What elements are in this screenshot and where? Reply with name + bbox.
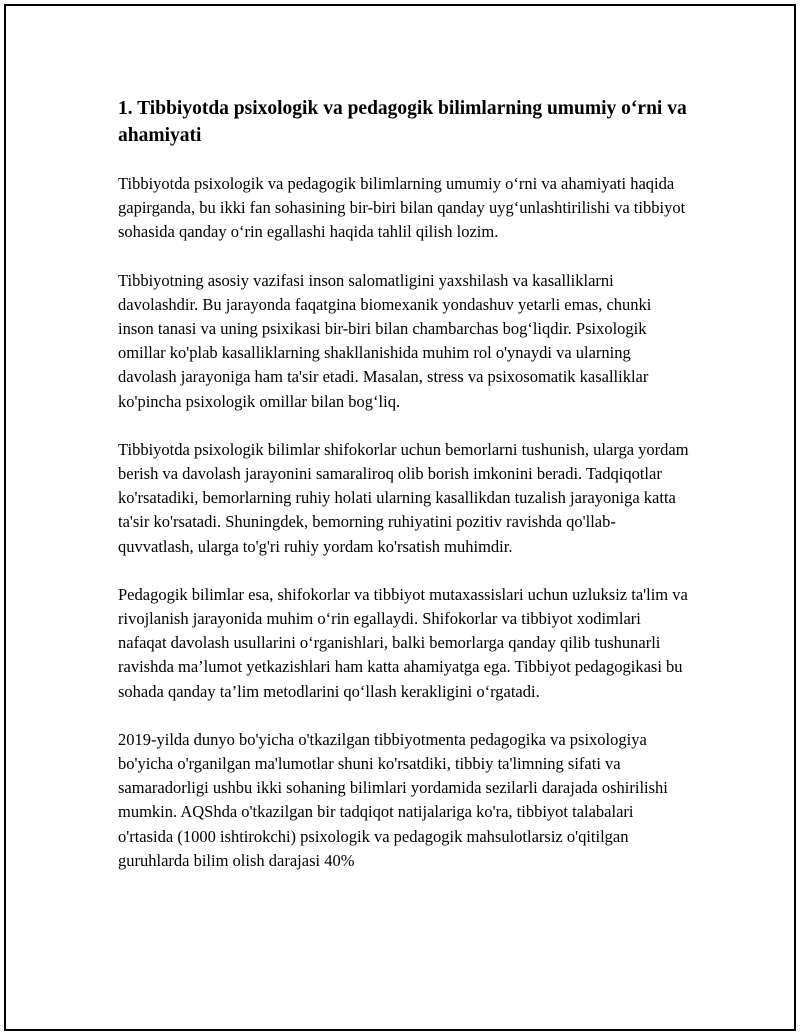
paragraph: Tibbiyotda psixologik va pedagogik bilimlarning umumiy o‘rni va ahamiyati haqida gapirganda, bu ikki fan sohasining bir-biri bilan qanday uyg‘unlashtirilishi va tibbiyot sohasida qanday o‘rin egallashi haqida tahlil qilish lozim.	[118, 174, 686, 242]
document-body	[118, 95, 690, 897]
section-heading: 1. Tibbiyotda psixologik va pedagogik bilimlarning umumiy o‘rni va ahamiyati	[118, 98, 687, 146]
paragraph: Tibbiyotda psixologik bilimlar shifokorlar uchun bemorlarni tushunish, ularga yordam berish va davolash jarayonini samaraliroq olib borish imkonini beradi. Tadqiqotlar ko'rsatadiki, bemorlarning ruhiy holati ularning kasallikdan tuzalish jarayoniga katta ta'sir ko'rsatadi. Shuningdek, bemorning ruhiyatini pozitiv ravishda qo'llab-quvvatlash, ularga to'g'ri ruhiy yordam ko'rsatish muhimdir.	[118, 439, 689, 556]
paragraph: Tibbiyotning asosiy vazifasi inson salomatligini yaxshilash va kasalliklarni davolashdir. Bu jarayonda faqatgina biomexanik yondashuv yetarli emas, chunki inson tanasi va uning psixikasi bir-biri bilan chambarchas bog‘liqdir. Psixologik omillar ko'plab kasalliklarning shakllanishida muhim rol o'ynaydi va ularning davolash jarayoniga ham ta'sir etadi. Masalan, stress va psixosomatik kasalliklar ko'pincha psixologik omillar bilan bog‘liq.	[118, 270, 652, 411]
paragraph: 2019-yilda dunyo bo'yicha o'tkazilgan tibbiyotmenta pedagogika va psixologiya bo'yicha o'rganilgan ma'lumotlar shuni ko'rsatdiki, tibbiy ta'limning sifati va samaradorligi ushbu ikki sohaning bilimlari yordamida sezilarli darajada oshirilishi mumkin. AQShda o'tkazilgan bir tadqiqot natijalariga ko'ra, tibbiyot talabalari o'rtasida (1000 ishtirokchi) psixologik va pedagogik mahsulotlarsiz o'qitilgan guruhlarda bilim olish darajasi 40%	[118, 729, 668, 870]
paragraph: Pedagogik bilimlar esa, shifokorlar va tibbiyot mutaxassislari uchun uzluksiz ta'lim va rivojlanish jarayonida muhim o‘rin egallaydi. Shifokorlar va tibbiyot xodimlari nafaqat davolash usullarini o‘rganishlari, balki bemorlarga qanday qilib tushunarli ravishda ma’lumot yetkazishlari ham katta ahamiyatga ega. Tibbiyot pedagogikasi bu sohada qanday ta’lim metodlarini qo‘llash kerakligini o‘rgatadi.	[118, 584, 688, 701]
